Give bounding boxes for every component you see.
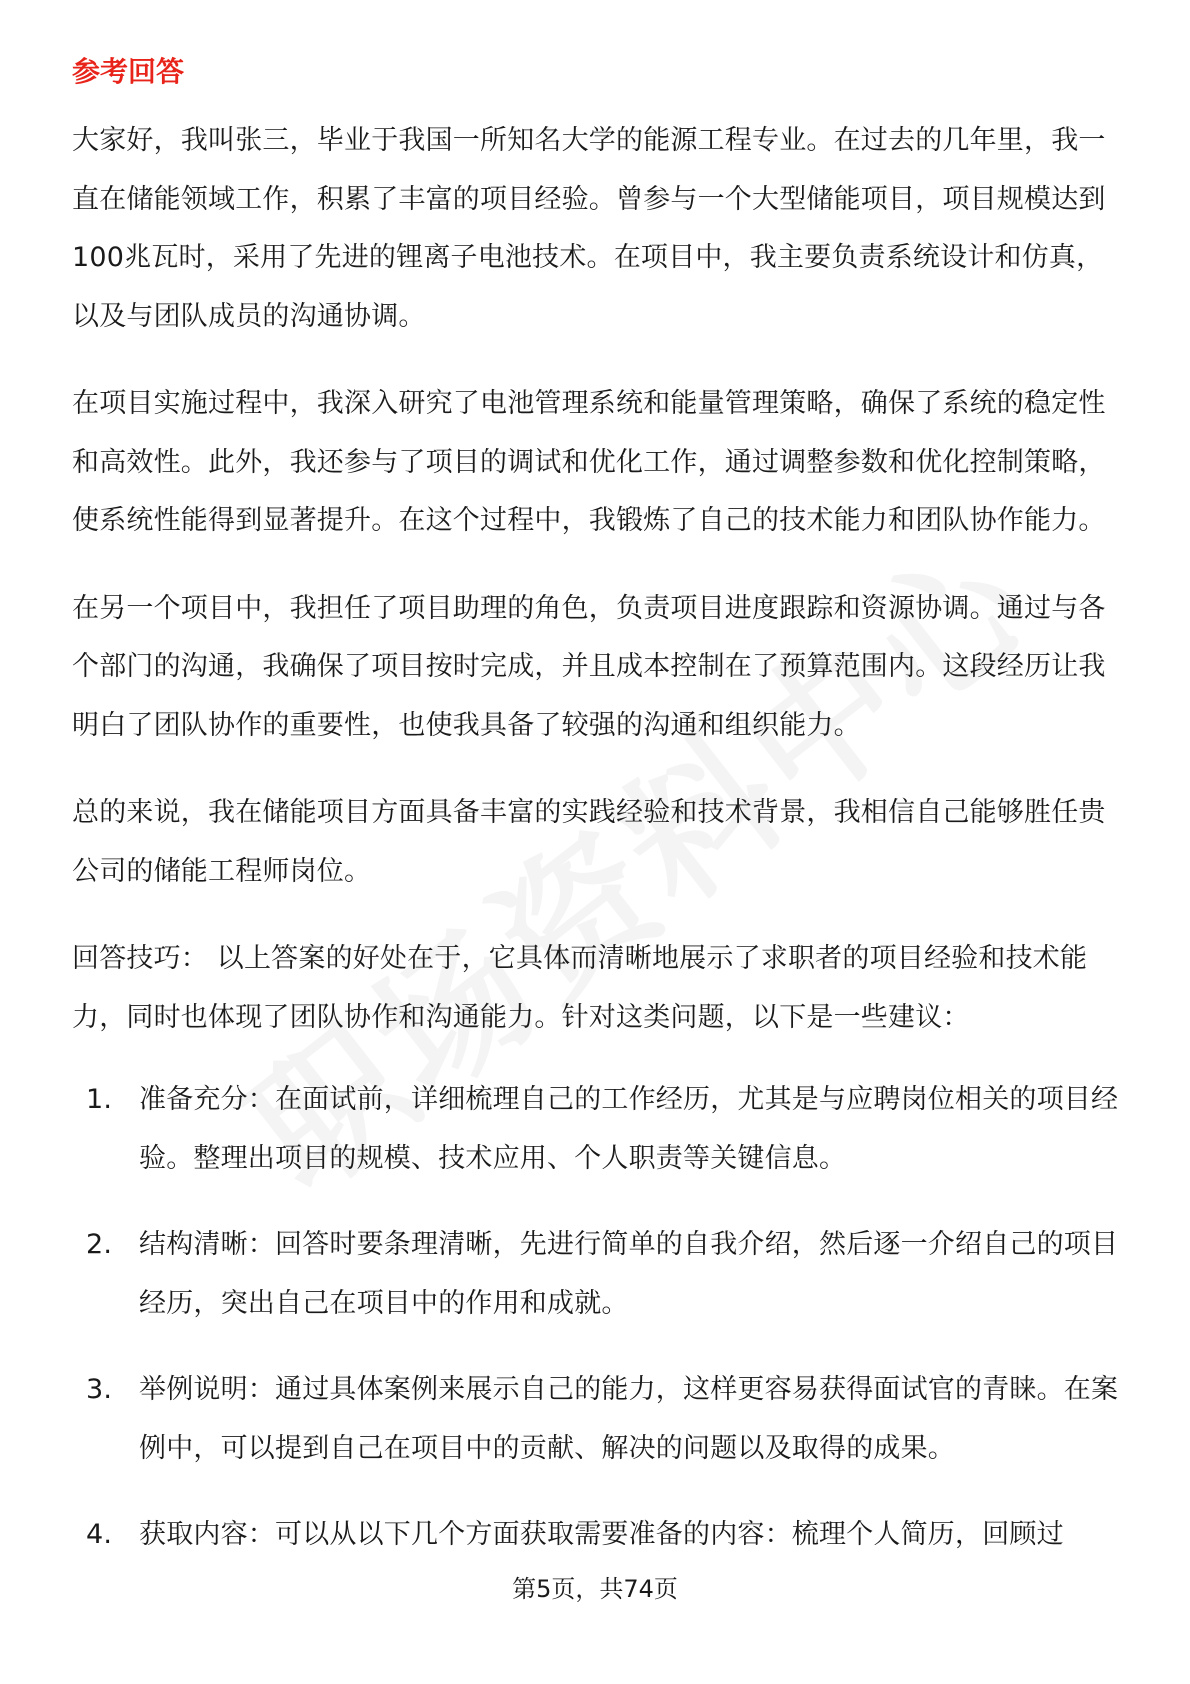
paragraph: 大家好，我叫张三，毕业于我国一所知名大学的能源工程专业。在过去的几年里，我一直在储能领域工作，积累了丰富的项目经验。曾参与一个大型储能项目，项目规模达到100兆瓦时，采用了先进的锂离子电池技术。在项目中，我主要负责系统设计和仿真，以及与团队成员的沟通协调。 <box>72 125 1106 332</box>
list-number: 1. <box>86 1084 113 1115</box>
paragraph: 在项目实施过程中，我深入研究了电池管理系统和能量管理策略，确保了系统的稳定性和高效性。此外，我还参与了项目的调试和优化工作，通过调整参数和优化控制策略，使系统性能得到显著提升。在这个过程中，我锻炼了自己的技术能力和团队协作能力。 <box>72 388 1106 536</box>
list-item-text: 准备充分：在面试前，详细梳理自己的工作经历，尤其是与应聘岗位相关的项目经验。整理出项目的规模、技术应用、个人职责等关键信息。 <box>139 1084 1119 1174</box>
paragraph: 总的来说，我在储能项目方面具备丰富的实践经验和技术背景，我相信自己能够胜任贵公司的储能工程师岗位。 <box>72 797 1106 887</box>
page-footer: 第5页，共74页 <box>512 1575 678 1603</box>
list-item-text: 获取内容：可以从以下几个方面获取需要准备的内容：梳理个人简历，回顾过 <box>139 1519 1064 1550</box>
list-number: 4. <box>86 1519 113 1550</box>
tips-list <box>72 1071 1128 1565</box>
list-item-text: 举例说明：通过具体案例来展示自己的能力，这样更容易获得面试官的青睐。在案例中，可以提到自己在项目中的贡献、解决的问题以及取得的成果。 <box>139 1374 1119 1464</box>
list-item <box>86 1216 1128 1333</box>
paragraph: 在另一个项目中，我担任了项目助理的角色，负责项目进度跟踪和资源协调。通过与各个部门的沟通，我确保了项目按时完成，并且成本控制在了预算范围内。这段经历让我明白了团队协作的重要性，也使我具备了较强的沟通和组织能力。 <box>72 592 1106 741</box>
list-number: 2. <box>86 1229 113 1260</box>
list-item-text: 结构清晰：回答时要条理清晰，先进行简单的自我介绍，然后逐一介绍自己的项目经历，突出自己在项目中的作用和成就。 <box>139 1229 1119 1319</box>
document-content <box>72 44 1128 1593</box>
list-item <box>86 1071 1128 1188</box>
list-item <box>86 1506 1128 1565</box>
list-item <box>86 1361 1128 1478</box>
list-number: 3. <box>86 1374 113 1405</box>
section-title: 参考回答 <box>72 55 185 88</box>
tips-intro: 回答技巧： 以上答案的好处在于，它具体而清晰地展示了求职者的项目经验和技术能力，同时也体现了团队协作和沟通能力。针对这类问题，以下是一些建议： <box>72 943 1088 1033</box>
